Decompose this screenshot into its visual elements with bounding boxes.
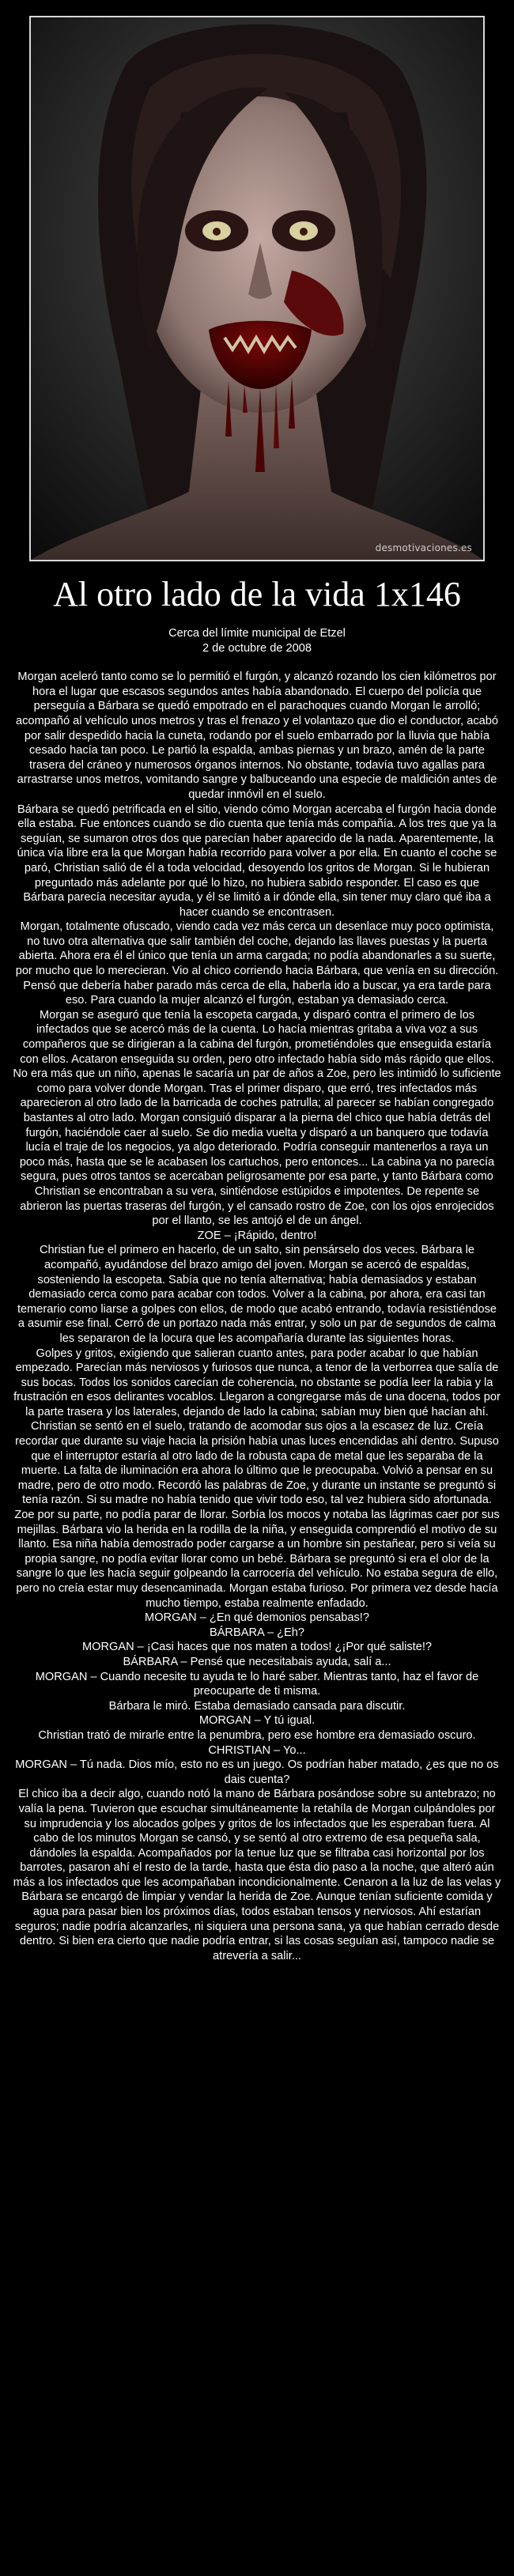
story-paragraph: El chico iba a decir algo, cuando notó la mano de Bárbara posándose sobre su antebrazo; no valía la pena. Tuvieron que escuchar simultáneamente la retahíla de Morgan culpándoles por su imprudencia y los alocados golpes y gritos de los infectados que les esperaban fuera. Al cabo de los minutos Morgan se cansó, y se sentó al otro extremo de esa pequeña sala, dándoles la espalda. Acompañados por la tenue luz que se filtraba casi horizontal por los barrotes, pasaron ahí el resto de la tarde, hasta que ésta dio paso a la noche, que alteró aún más a los infectados que les acompañaban incondicionalmente. Cenaron a la luz de las velas y Bárbara se encargó de limpiar y vendar la herida de Zoe. Aunque tenían suficiente comida y agua para pasar bien los próximos días, todos estaban tensos y nerviosos. Ahí estarían seguros; nadie podría alcanzarles, ni siquiera una persona sana, ya que habían cerrado desde dentro. Si bien era cierto que nadie podría entrar, si las cosas seguían así, tampoco nadie se atrevería a salir...: [13, 1788, 501, 1962]
story-paragraph: MORGAN – Y tú igual.: [198, 1714, 316, 1728]
story-paragraph: MORGAN – ¡Casi haces que nos maten a todos! ¿¡Por qué saliste!?: [81, 1641, 433, 1654]
story-paragraph: Bárbara le miró. Estaba demasiado cansada para discutir.: [108, 1699, 406, 1713]
poster-title: Al otro lado de la vida 1x146: [53, 575, 461, 614]
story-paragraph: MORGAN – ¿En qué demonios pensabas!?: [145, 1611, 369, 1625]
story-paragraph: BÁRBARA – ¿Eh?: [209, 1626, 305, 1639]
story-paragraph: Morgan aceleró tanto como se lo permitió el furgón, y alcanzó rozando los cien kilómetros por hora el lugar que escasos segundos antes había abandonado. El cuerpo del policía que perseguía a Bárbara se quedó empotrado en el parachoques cuando Morgan le arrolló; acompañó al vehículo unos metros y tras el frenazo y el volantazo que dio el conductor, acabó por salir despedido hacia la cuneta, rodando por el suelo embarrado por la lluvia que había cesado hacía tan poco. Le partió la espalda, ambas piernas y un brazo, amén de la parte trasera del cráneo y numerosos órganos internos. No obstante, todavía tuvo agallas para arrastrarse unos metros, vomitando sangre y balbuceando una especie de maldición antes de quedar inmóvil en el suelo.: [15, 670, 499, 801]
story-paragraph: Bárbara se quedó petrificada en el sitio, viendo cómo Morgan acercaba el furgón hacia donde ella estaba. Fue entonces cuando se dio cuenta que tenía más compañía. A los tres que ya la seguían, se sumaron otros dos que parecían haber aparecido de la nada. Aparentemente, la única vía libre era la que Morgan había recorrido para volver a por ella. En cuanto el coche se paró, Christian salió de él a toda velocidad, desoyendo los gritos de Morgan. Si le hubieran preguntado más adelante por qué lo hizo, no hubiera sabido responder. El caso es que Bárbara parecía necesitar ayuda, y él se limitó a ir dónde ella, sin tener muy claro qué iba a hacer cuando se encontrasen.: [17, 803, 497, 919]
story-paragraph: ZOE – ¡Rápido, dentro!: [197, 1229, 317, 1242]
poster-image-frame: [29, 16, 485, 561]
story-paragraph: BÁRBARA – Pensé que necesitabais ayuda, salí a...: [123, 1655, 391, 1668]
story-paragraph: Morgan, totalmente ofuscado, viendo cada vez más cerca un desenlace muy poco optimista, no tuvo otra alternativa que salir también del coche, dejando las llaves puestas y la puerta abierta. Ahora era él el único que tenía un arma cargada; no podía abandonarles a su suerte, por mucho que lo merecieran. Vio al chico corriendo hacia Bárbara, que venía en su dirección. Pensó que debería haber parado más cerca de ella, haberla ido a buscar, ya era tarde para eso. Para cuando la mujer alcanzó el furgón, estaban ya demasiado cerca.: [15, 920, 499, 1007]
story-paragraph: MORGAN – Tú nada. Dios mío, esto no es un juego. Os podrían haber matado, ¿es que no os dais cuenta?: [15, 1758, 499, 1786]
paragraph-gap: [13, 655, 501, 670]
story-paragraph: MORGAN – Cuando necesite tu ayuda te lo haré saber. Mientras tanto, haz el favor de preocuparte de ti misma.: [35, 1670, 479, 1698]
story-paragraph: Morgan se aseguró que tenía la escopeta cargada, y disparó contra el primero de los infectados que se acercó más de la cuenta. Lo hacía mientras gritaba a viva voz a sus compañeros que se dirigieran a la cabina del furgón, prometiéndoles que enseguida estaría con ellos. Acataron enseguida su orden, pero otro infectado había sido más rápido que ellos. No era más que un niño, apenas le sacaría un par de años a Zoe, pero les intimidó lo suficiente como para volver donde Morgan. Tras el primer disparo, que erró, tres infectados más aparecieron al otro lado de la barricada de coches patrulla; al parecer se habían congregado bastantes al otro lado. Morgan consiguió disparar a la pierna del chico que había detrás del furgón, haciéndole caer al suelo. Se dio media vuelta y disparó a un banquero que todavía lucía el traje de los negocios, ya algo deteriorado. Podría conseguir mantenerlos a raya un poco más, hasta que se le acabasen los cartuchos, pero entonces... La cabina ya no parecía segura, pues otros tantos se acercaban peligrosamente por esa parte, y tanto Bárbara como Christian se encontraban a su vera, sintiéndose estúpidos e impotentes. De repente se abrieron las puertas traseras del furgón, y el cansado rostro de Zoe, con los ojos enrojecidos por el llanto, se les antojó el de un ángel.: [13, 1008, 501, 1228]
story-paragraph: Christian trató de mirarle entre la penumbra, pero ese hombre era demasiado oscuro.: [38, 1728, 476, 1742]
story-paragraph: Christian fue el primero en hacerlo, de un salto, sin pensárselo dos veces. Bárbara le acompañó, ayudándose del brazo amigo del joven. Morgan se acercó de espaldas, sosteniendo la escopeta. Sabía que no tenía alternativa; había demasiados y estaban demasiado cerca como para acabar con todos. Volver a la cabina, por ahora, era casi tan temerario como liarse a golpes con ellos, de modo que acabó entrando, todavía resistiéndose a asumir ese final. Cerró de un portazo nada más entrar, y solo un par de segundos de calma les separaron de la locura que les acompañaría durante las siguientes horas.: [17, 1244, 497, 1345]
story-text: [13, 626, 501, 1963]
story-paragraph: CHRISTIAN – Yo...: [208, 1743, 306, 1757]
zombie-portrait-image: [31, 17, 483, 560]
story-paragraph: Zoe por su parte, no podía parar de llorar. Sorbía los mocos y notaba las lágrimas caer por sus mejillas. Bárbara vio la herida en la rodilla de la niña, y enseguida comprendió el motivo de su llanto. Esa niña había demostrado poder cargarse a un hombre sin pestañear, pero si veía su propia sangre, no podía evitar llorar como un bebé. Bárbara se preguntó si era el olor de la sangre lo que les hacía seguir golpeando la carrocería del vehículo. No estaba segura de ello, pero no creía estar muy desencaminada. Morgan estaba furioso. Por primera vez desde hacía mucho tiempo, estaba realmente enfadado.: [14, 1509, 500, 1610]
story-paragraph: Cerca del límite municipal de Etzel: [168, 627, 346, 640]
story-paragraph: Christian se sentó en el suelo, tratando de acomodar sus ojos a la escasez de luz. Creía recordar que durante su viaje hacia la prisión había unas luces encendidas ahí dentro. Supuso que el interruptor estaría al otro lado de la robusta capa de metal que les separaba de la muerte. La falta de iluminación era ahora lo último que le preocupaba. Volvió a pensar en su madre, pero de otro modo. Recordó las palabras de Zoe, y durante un instante se preguntó si tenía razón. Si su madre no había tenido que vivir todo eso, tal vez hubiera sido afortunada.: [15, 1420, 499, 1507]
story-paragraph: 2 de octubre de 2008: [202, 641, 312, 655]
watermark-text: desmotivaciones.es: [375, 542, 472, 553]
story-paragraph: Golpes y gritos, exigiendo que salieran cuanto antes, para poder acabar lo que habían empezado. Parecían más nerviosos y furiosos que nunca, a tenor de la verborrea que salía de sus bocas. Todos los sonidos carecían de coherencia, no obstante se podía leer la rabia y la frustración en esos delirantes vocablos. Llegaron a congregarse más de una docena, todos por la parte trasera y los laterales, dejando de lado la cabina; sabían muy bien qué hacían ahí.: [13, 1347, 501, 1418]
